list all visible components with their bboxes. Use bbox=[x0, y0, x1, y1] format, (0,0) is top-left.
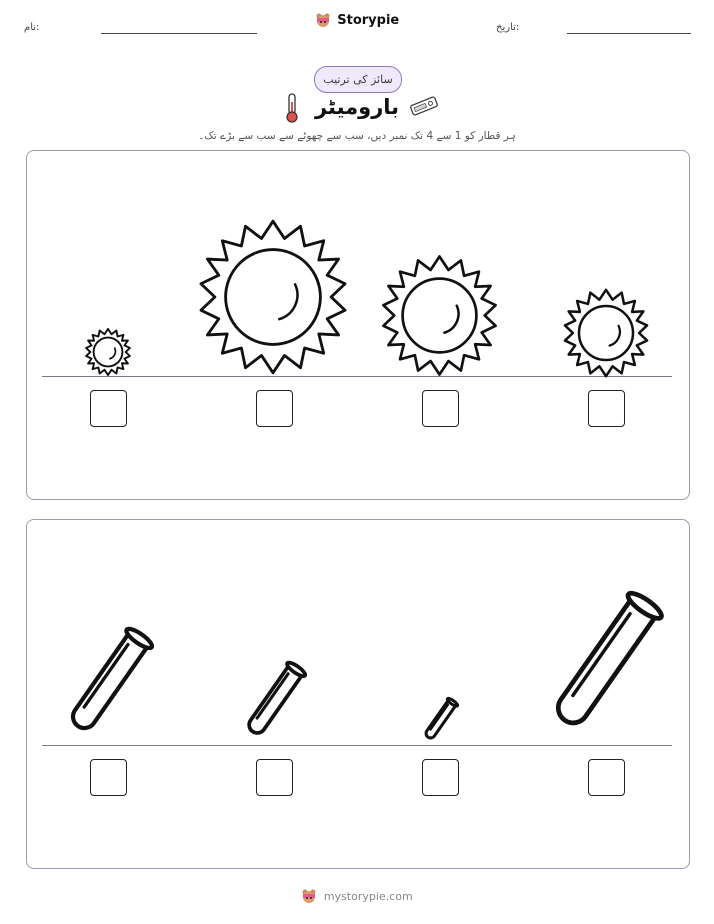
footer bbox=[0, 888, 714, 904]
date-label: تاریخ: bbox=[496, 22, 520, 33]
answer-box[interactable] bbox=[422, 759, 459, 796]
test-tube-row-baseline bbox=[42, 745, 672, 746]
test-tube-icon bbox=[240, 657, 308, 745]
sun-icon bbox=[84, 328, 132, 376]
brand-logo bbox=[0, 12, 714, 28]
answer-box[interactable] bbox=[588, 390, 625, 427]
instructions: ہر قطار کو 1 سے 4 تک نمبر دیں، سب سے چھوٹے سے سب سے بڑے تک۔ bbox=[198, 130, 516, 142]
sun-icon bbox=[561, 288, 651, 378]
answer-box[interactable] bbox=[422, 390, 459, 427]
sun-icon bbox=[194, 218, 352, 376]
test-tube-icon bbox=[421, 695, 459, 745]
name-label: نام: bbox=[24, 22, 40, 33]
answer-box[interactable] bbox=[256, 390, 293, 427]
test-tube-icon bbox=[540, 583, 668, 745]
footer-site-link[interactable]: mystorypie.com bbox=[323, 890, 413, 903]
page-title: بارومیٹر bbox=[314, 95, 400, 119]
answer-box[interactable] bbox=[588, 759, 625, 796]
bear-icon bbox=[301, 888, 317, 904]
date-line[interactable] bbox=[567, 33, 691, 34]
answer-box[interactable] bbox=[90, 390, 127, 427]
answer-box[interactable] bbox=[256, 759, 293, 796]
name-line[interactable] bbox=[101, 33, 257, 34]
sun-icon bbox=[378, 254, 501, 377]
barometer-device-icon bbox=[407, 96, 441, 116]
test-tube-icon bbox=[60, 621, 156, 745]
bear-icon bbox=[315, 12, 331, 28]
category-badge: سائز کی ترتیب bbox=[314, 66, 402, 93]
answer-box[interactable] bbox=[90, 759, 127, 796]
brand-name: Storypie bbox=[337, 13, 400, 28]
